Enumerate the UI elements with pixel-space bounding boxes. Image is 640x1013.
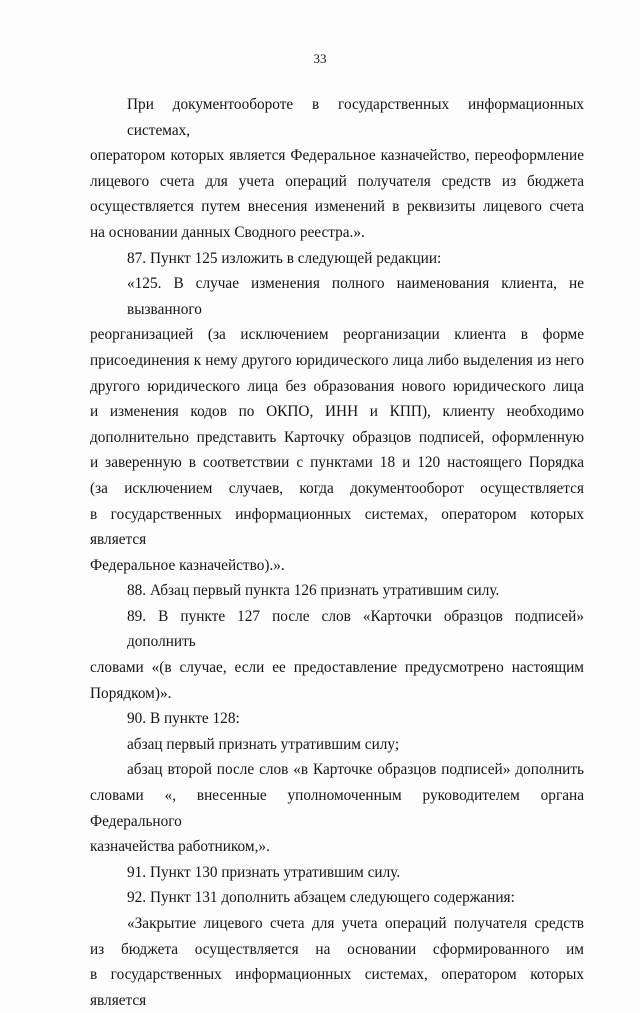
text-line: словами «(в случае, если ее предоставление предусмотрено настоящим xyxy=(90,659,584,677)
paragraph xyxy=(90,92,584,246)
paragraph xyxy=(90,757,584,859)
text-line: казначейства работником,». xyxy=(90,838,270,856)
text-line: 89. В пункте 127 после слов «Карточки образцов подписей» дополнить xyxy=(127,607,584,651)
text-line: словами «, внесенные уполномоченным руководителем органа Федерального xyxy=(90,787,584,830)
text-line: 91. Пункт 130 признать утратившим силу. xyxy=(127,863,401,881)
text-line: лицевого счета для учета операций получателя средств из бюджета xyxy=(90,172,584,190)
text-line: 92. Пункт 131 дополнить абзацем следующего содержания: xyxy=(127,889,515,907)
text-line: Федеральное казначейство).». xyxy=(90,556,285,574)
text-line: 88. Абзац первый пункта 126 признать утратившим силу. xyxy=(127,582,500,600)
text-line: и заверенную в соответствии с пунктами 18 и 120 настоящего Порядка xyxy=(90,454,584,472)
text-line: на основании данных Сводного реестра.». xyxy=(90,223,365,241)
paragraph xyxy=(90,246,584,272)
text-line: Порядком)». xyxy=(90,684,172,702)
text-line: из бюджета осуществляется на основании сформированного им xyxy=(90,940,584,958)
text-line: в государственных информационных системах, оператором которых является xyxy=(90,966,584,1009)
text-line: 90. В пункте 128: xyxy=(127,710,240,728)
document-body xyxy=(90,92,584,1013)
paragraph xyxy=(90,706,584,732)
paragraph xyxy=(90,271,584,578)
text-line: (за исключением случаев, когда документооборот осуществляется xyxy=(90,479,584,497)
text-line: в государственных информационных системах, оператором которых является xyxy=(90,505,584,549)
text-line: и изменения кодов по ОКПО, ИНН и КПП), клиенту необходимо xyxy=(90,403,584,421)
text-line: «125. В случае изменения полного наименования клиента, не вызванного xyxy=(127,275,584,318)
text-line: реорганизацией (за исключением реорганизации клиента в форме xyxy=(90,326,584,344)
text-line: осуществляется путем внесения изменений в реквизиты лицевого счета xyxy=(90,198,584,216)
paragraph xyxy=(90,885,584,911)
paragraph xyxy=(90,911,584,1013)
text-line: абзац первый признать утратившим силу; xyxy=(127,735,400,753)
paragraph xyxy=(90,860,584,886)
text-line: дополнительно представить Карточку образцов подписей, оформленную xyxy=(90,428,584,446)
text-line: 87. Пункт 125 изложить в следующей редакции: xyxy=(127,249,442,267)
text-line: «Закрытие лицевого счета для учета операций получателя средств xyxy=(127,915,584,932)
text-line: При документообороте в государственных информационных системах, xyxy=(127,96,584,139)
text-line: оператором которых является Федеральное казначейство, переоформление xyxy=(90,147,584,165)
text-line: абзац второй после слов «в Карточке образцов подписей» дополнить xyxy=(127,761,584,779)
text-line: присоединения к нему другого юридического лица либо выделения из него xyxy=(90,351,584,369)
paragraph xyxy=(90,604,584,706)
text-line: другого юридического лица без образования нового юридического лица xyxy=(90,377,584,395)
paragraph xyxy=(90,732,584,758)
page-number: 33 xyxy=(313,51,327,66)
paragraph xyxy=(90,578,584,604)
